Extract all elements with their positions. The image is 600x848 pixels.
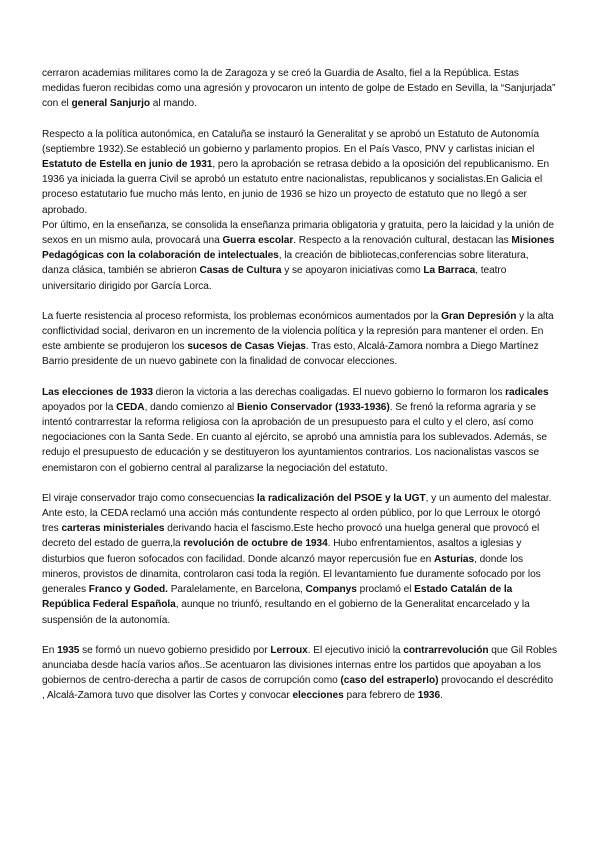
- text-run: , dando comienzo al: [144, 401, 238, 413]
- text-run: proclamó el: [356, 584, 415, 596]
- text-run: . Tras esto, Alcalá-Zamora nombra a Diego Martínez Barrio presidente de un nuevo gabinete con la finalidad de convocar elecciones.: [42, 341, 539, 368]
- bold-term: sucesos de Casas Viejas: [187, 341, 306, 353]
- bold-term: contrarrevolución: [403, 644, 489, 656]
- bold-term: general Sanjurjo: [71, 98, 151, 110]
- document-page: [42, 66, 558, 719]
- paragraph-p4: [42, 309, 558, 370]
- text-run: . El ejecutivo inició la: [307, 644, 404, 656]
- bold-term: carteras ministeriales: [61, 523, 165, 535]
- bold-term: Misiones Pedagógicas con la colaboración de intelectuales: [42, 235, 555, 262]
- paragraph-p6: [42, 491, 558, 628]
- bold-term: Casas de Cultura: [199, 265, 282, 277]
- text-run: . Respecto a la renovación cultural, destacan las: [293, 235, 512, 247]
- text-run: derivando hacia el fascismo.Este hecho provocó una huelga general que provocó el decreto del estado de guerra,la: [42, 523, 540, 550]
- text-run: y se apoyaron iniciativas como: [281, 265, 424, 277]
- text-run: , aunque no triunfó, resultando en el gobierno de la Generalitat encarcelado y la suspensión de la autonomía.: [42, 599, 530, 626]
- paragraph-p3: [42, 218, 558, 294]
- bold-term: la radicalización del PSOE y la UGT: [256, 492, 426, 504]
- bold-term: Estado Catalán de la República Federal Española: [42, 584, 513, 611]
- text-run: El viraje conservador trajo como consecuencias: [42, 492, 257, 504]
- bold-term: 1935: [57, 644, 80, 656]
- text-run: se formó un nuevo gobierno presidido por: [79, 644, 271, 656]
- text-run: provocando el descrédito , Alcalá-Zamora tuvo que disolver las Cortes y convocar: [42, 675, 554, 702]
- text-run: . Hubo enfrentamientos, asaltos a iglesias y disturbios que fueron sofocados con facilidad. Donde alcanzó mayor repercusión fue en: [42, 538, 522, 565]
- text-run: .: [440, 690, 443, 702]
- text-run: Paralelamente, en Barcelona,: [167, 584, 306, 596]
- paragraph-p7: [42, 643, 558, 704]
- bold-term: La Barraca: [423, 265, 476, 277]
- text-run: , y un aumento del malestar. Ante esto, la CEDA reclamó una acción más contundente respecto al orden público, por lo que Lerroux le otorgó tres: [42, 492, 552, 535]
- paragraph-p2: [42, 127, 558, 218]
- bold-term: (caso del estraperlo): [340, 675, 439, 687]
- text-run: para febrero de: [343, 690, 418, 702]
- paragraph-p1: [42, 66, 558, 112]
- text-run: Respecto a la política autonómica, en Cataluña se instauró la Generalitat y se aprobó un Estatuto de Autonomía (septiembre 1932).Se estableció un gobierno y parlamento propios. En el País Vasco, PNV y carlistas inician el: [42, 128, 540, 155]
- text-run: En: [42, 644, 58, 656]
- text-run: . Se frenó la reforma agraria y se intentó contrarrestar la reforma religiosa con la aprobación de un presupuesto para el culto y el clero, así como negociaciones con la Santa Sede. En cuanto al ejército, se aprobó una amnistía para los sublevados. Además, se redujo el presupuesto de educación y se destituyeron los ayuntamientos contrarios. Los nacionalistas vascos se enemistaron con el gobierno central al paralizarse la negociación del estatuto.: [42, 401, 548, 474]
- text-run: dieron la victoria a las derechas coaligadas. El nuevo gobierno lo formaron los: [152, 386, 506, 398]
- bold-term: Guerra escolar: [222, 235, 294, 247]
- text-run: , la creación de bibliotecas,conferencias sobre literatura, danza clásica, también se abrieron: [42, 250, 529, 277]
- text-run: cerraron academias militares como la de Zaragoza y se creó la Guardia de Asalto, fiel a la República. Estas medidas fueron recibidas como una agresión y provocaron un intento de golpe de Estado en Sevilla, la “Sanjurjada” con el: [42, 68, 556, 110]
- bold-term: Estatuto de Estella en junio de 1931: [42, 159, 213, 171]
- bold-term: radicales: [505, 386, 549, 398]
- bold-term: Las elecciones de 1933: [42, 386, 153, 398]
- bold-term: Lerroux: [270, 644, 308, 656]
- paragraph-p5: [42, 385, 558, 476]
- text-run: , pero la aprobación se retrasa debido a la oposición del republicanismo. En 1936 ya iniciada la guerra Civil se aprobó un estatuto entre nacionalistas, republicanos y socialistas.En Galicia el proceso estatutario fue mucho más lento, en junio de 1936 se hizo un proyecto de estatuto que no llegó a ser aprobado.: [42, 159, 550, 216]
- text-run: apoyados por la: [42, 401, 117, 413]
- text-run: , donde los mineros, provistos de dinamita, controlaron casi toda la región. El levantamiento fue duramente sofocado por los generales: [42, 553, 541, 596]
- bold-term: elecciones: [292, 690, 344, 702]
- bold-term: 1936: [417, 690, 441, 702]
- bold-term: Bienio Conservador (1933-1936): [237, 401, 390, 413]
- bold-term: CEDA: [116, 401, 145, 413]
- document-body: [42, 66, 558, 704]
- text-run: Por último, en la enseñanza, se consolida la enseñanza primaria obligatoria y gratuita, pero la laicidad y la unión de sexos en un mismo aula, provocará una: [42, 219, 554, 247]
- bold-term: Franco y Goded.: [88, 584, 168, 596]
- text-run: y la alta conflictividad social, derivaron en un incremento de la violencia política y la represión para mantener el orden. En este ambiente se produjeron los: [42, 310, 554, 353]
- text-run: , teatro universitario dirigido por García Lorca.: [42, 265, 507, 292]
- bold-term: Asturias: [433, 553, 475, 565]
- text-run: al mando.: [150, 98, 197, 110]
- bold-term: Gran Depresión: [441, 310, 517, 322]
- text-run: La fuerte resistencia al proceso reformista, los problemas económicos aumentados por la: [42, 310, 442, 322]
- bold-term: Companys: [305, 584, 357, 596]
- text-run: que Gil Robles anunciaba desde hacía varios años..Se acentuaron las divisiones internas entre los partidos que apoyaban a los gobiernos de centro-derecha a partir de casos de corrupción como: [42, 644, 557, 687]
- bold-term: revolución de octubre de 1934: [183, 538, 328, 550]
